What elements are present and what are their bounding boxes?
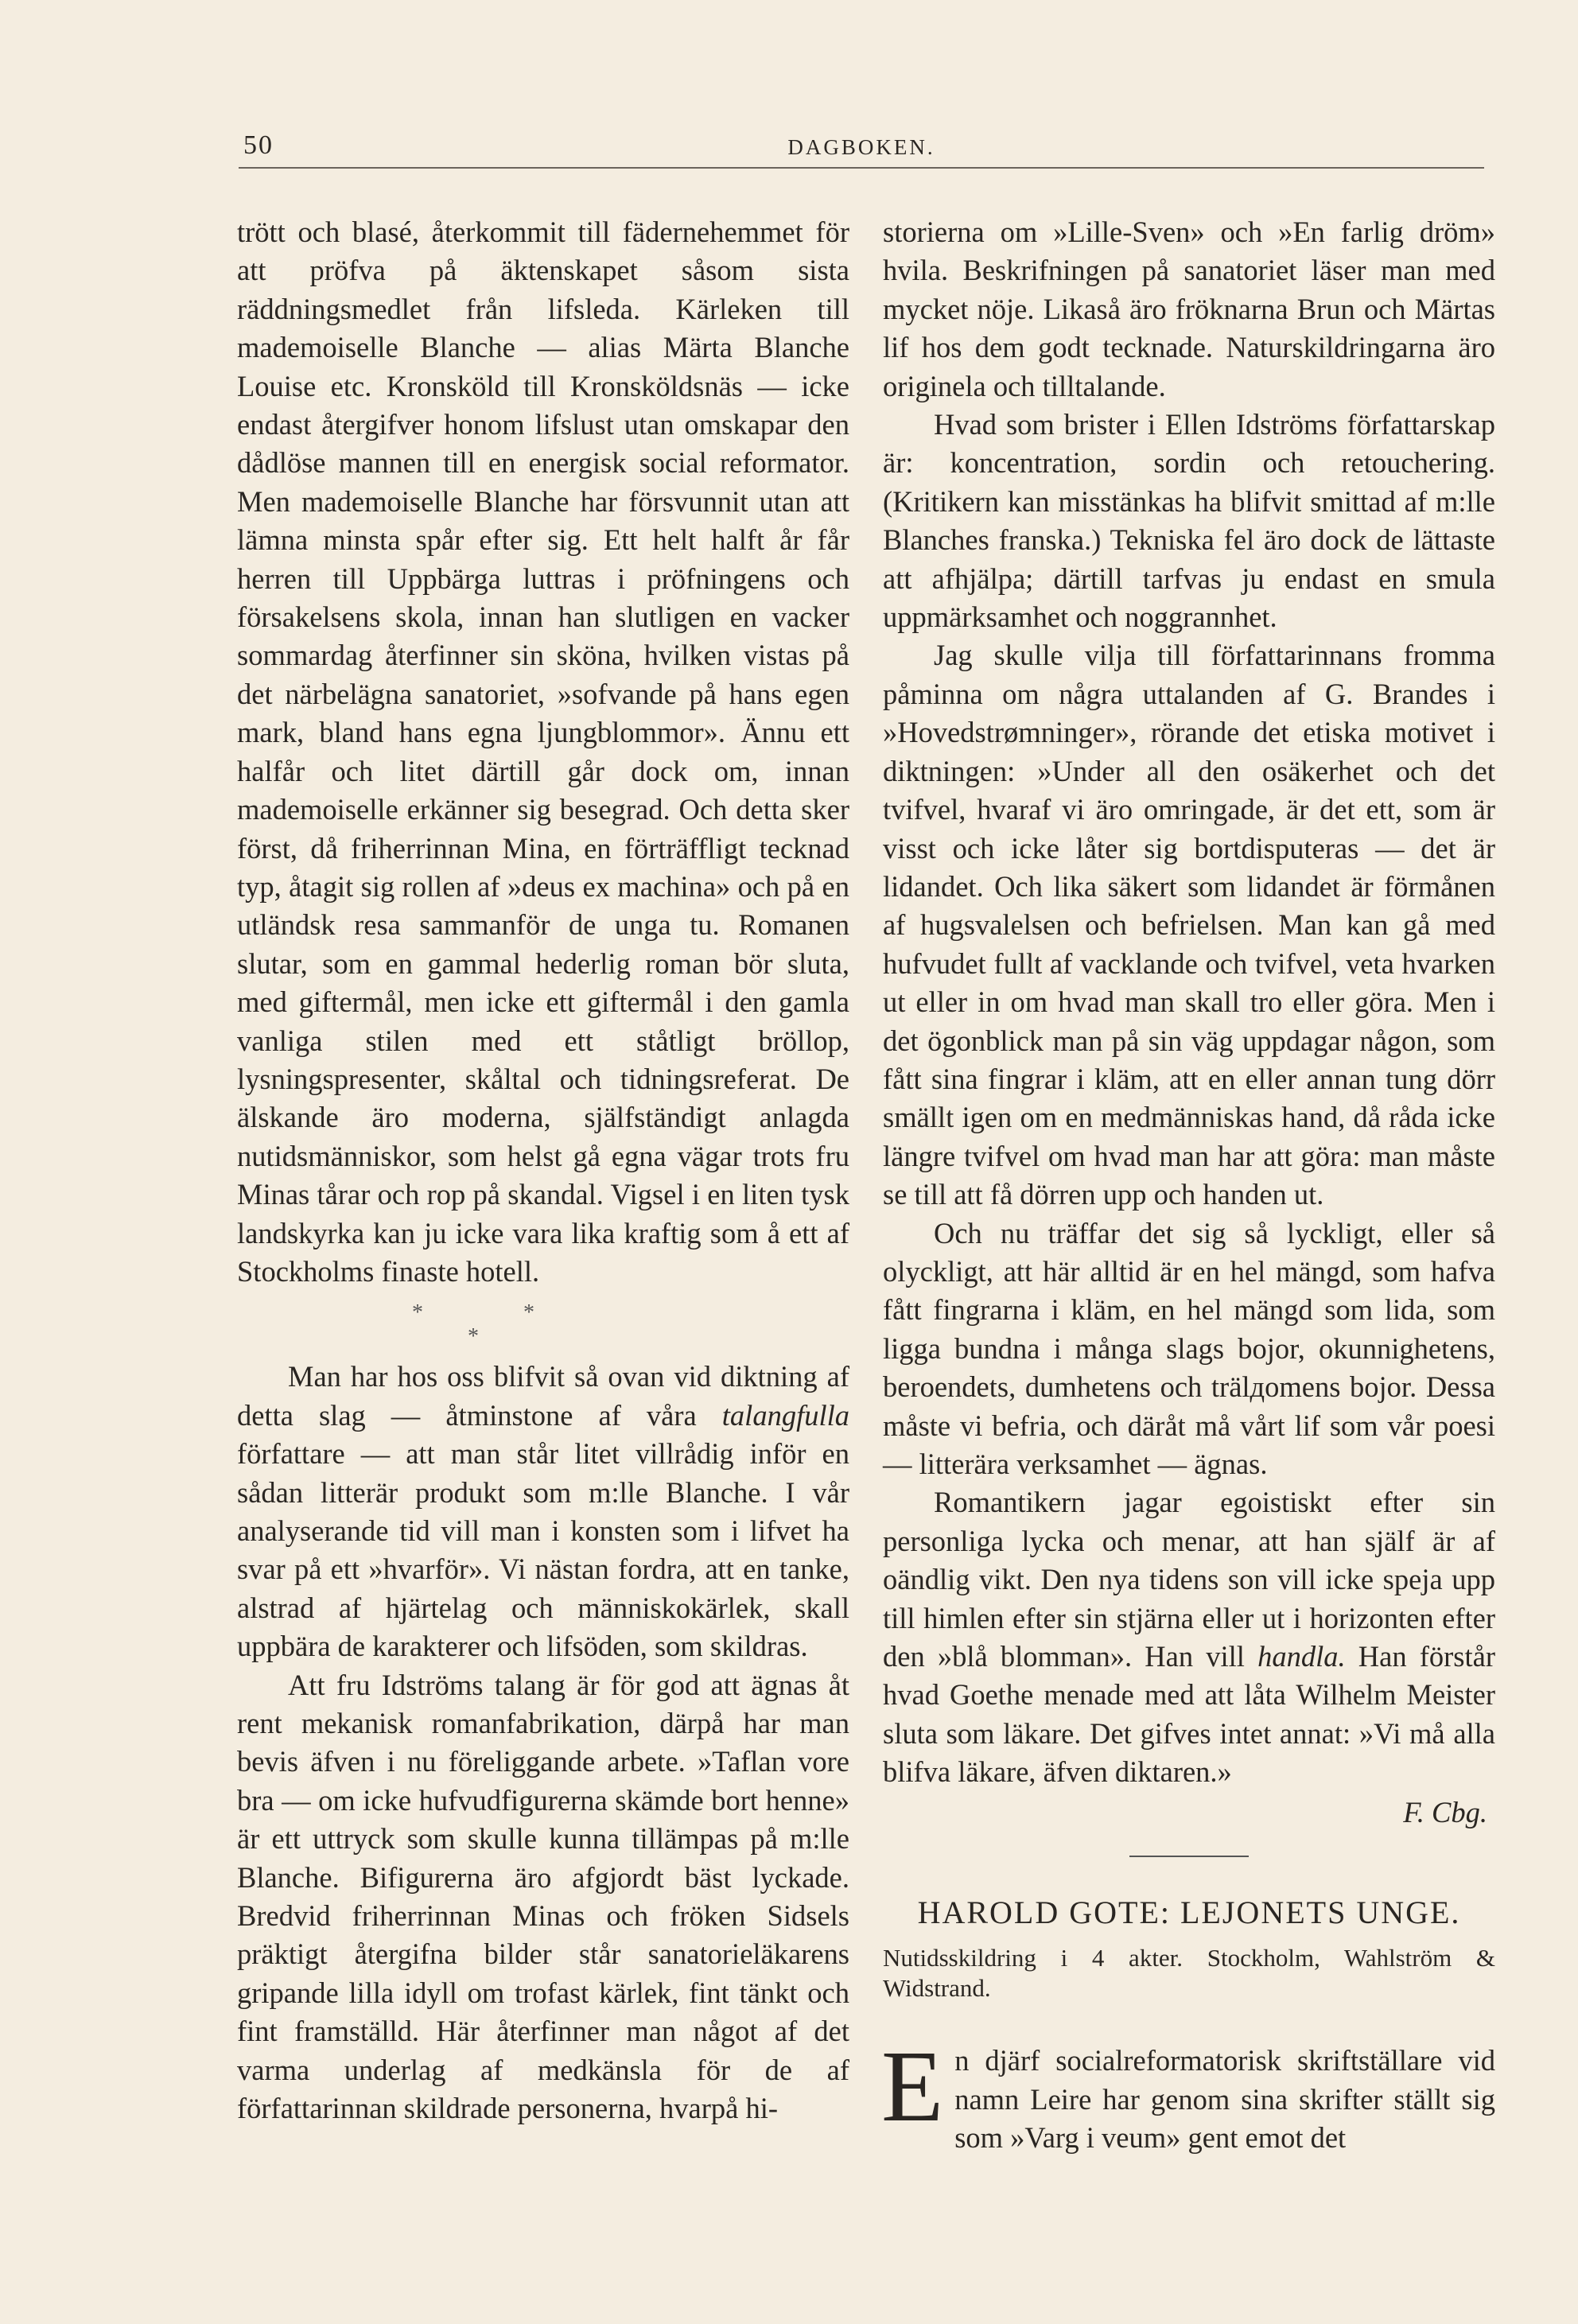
page-header <box>239 127 1484 169</box>
review-title: HAROLD GOTE: LEJONETS UNGE. <box>917 1895 1461 1931</box>
divider <box>1129 1856 1249 1857</box>
paragraph: Romantikern jagar egoistiskt efter sin personliga lycka och menar, att han själf är af oändlig vikt. Den nya tidens son vill icke speja upp till himlen efter sin stjärna eller ut i horizonten efter den »blå blomman». Han vill handla. Han förstår hvad Goethe menade med att låta Wilhelm Meister sluta som läkare. Det gifves intet annat: »Vi må alla blifva läkare, äfven diktaren.» <box>883 1486 1495 1789</box>
star-ornament: * <box>412 1300 423 1326</box>
italic-text: talangfulla <box>721 1398 849 1432</box>
drop-cap: E <box>881 2030 944 2143</box>
star-ornament: * <box>468 1324 479 1350</box>
review-subtitle: Nutidsskildring i 4 akter. Stockholm, Wahlström & Widstrand. <box>883 1944 1495 2003</box>
page-number: 50 <box>243 130 274 160</box>
paragraph: trött och blasé, återkommit till fädernehemmet för att pröfva på äktenskapet såsom sista räddningsmedlet från lifsleda. Kärleken till mademoiselle Blanche — alias Märta Blanche Louise etc. Kronsköld till Kronsköldsnäs — icke endast återgifver honom lifslust utan omskapar den dådlöse mannen till en energisk social reformator. Men mademoiselle Blanche har försvunnit utan att lämna minsta spår efter sig. Ett helt halft år får herren till Uppbärga luttras i pröfningens och försakelsens skola, innan han slutligen en vacker sommardag återfinner sin sköna, hvilken vistas på det närbelägna sanatoriet, »sofvande på hans egen mark, bland hans egna ljungblommor». Ännu ett halfår och litet därtill går dock om, innan mademoiselle erkänner sig besegrad. Och detta sker först, då friherrinnan Mina, en förträffligt tecknad typ, åtagit sig rollen af »deus ex machina» och på en utländsk resa sammanför de unga tu. Romanen slutar, som en gammal hederlig roman bör sluta, med giftermål, men icke ett giftermål i den gamla vanliga stilen med ett ståtligt bröllop, lysningspresenter, skåltal och tidningsreferat. De älskande äro moderna, själfständigt anlagda nutidsmänniskor, som helst gå egna vägar trots fru Minas tårar och rop på skandal. Vigsel i en liten tysk landskyrka kan ju icke vara lika kraftig som å ett af Stockholms finaste hotell. <box>237 216 849 1288</box>
star-ornament: * <box>523 1300 534 1326</box>
left-column <box>237 213 849 2128</box>
paragraph: Och nu träffar det sig så lyckligt, eller så olyckligt, att här alltid är en hel mängd, som hafva fått fingrarna i kläm, en hel mängd som lida, som ligga bundna i många slags bojor, okunnighetens, beroendets, dumhetens och trälдomens bojor. Dessa måste vi befria, och däråt må vårt lif som vår poesi — litterära verksamhet — ägnas. <box>883 1216 1495 1480</box>
paragraph: Man har hos oss blifvit så ovan vid diktning af detta slag — åtminstone af våra talangfulla författare — att man står litet villrådig inför en sådan litterär produkt som m:lle Blanche. I vår analyserande tid vill man i konsten som i lifvet ha svar på ett »hvarför». Vi nästan fordra, att en tanke, alstrad af hjärtelag och människokärlek, skall uppbära de karakterer och lifsöden, som skildras. <box>237 1360 849 1663</box>
paragraph: storierna om »Lille-Sven» och »En farlig dröm» hvila. Beskrifningen på sanatoriet läser man med mycket nöje. Likaså äro fröknarna Brun och Märtas lif hos dem godt tecknade. Naturskildringarna äro originela och tilltalande. <box>883 216 1495 402</box>
section-break-stars <box>237 1292 849 1353</box>
signature: F. Cbg. <box>1403 1795 1487 1828</box>
paragraph: En djärf socialreformatorisk skriftställare vid namn Leire har genom sina skrifter ställt sig som »Varg i veum» gent emot det <box>881 2030 1495 2155</box>
running-title: DAGBOKEN. <box>787 135 935 159</box>
paragraph: Jag skulle vilja till författarinnans fromma påminna om några uttalanden af G. Brandes i »Hovedstrømninger», rörande det etiska motivet i diktningen: »Under all den osäkerhet och det tvifvel, hvaraf vi äro omringade, är det ett, som är visst och icke låter sig bortdisputeras — det är lidandet. Och lika säkert som lidandet är förmånen af hugsvalelsen och befrielsen. Man kan gå med hufvudet fullt af vacklande och tvifvel, veta hvarken ut eller in om hvad man skall tro eller göra. Men i det ögonblick man på sin väg uppdagar någon, som fått sina fingrar i kläm, att en eller annan tung dörr smällt igen om en medmänniskas hand, då råda icke längre tvifvel om hvad man har att göra: man måste se till att få dörren upp och handen ut. <box>883 639 1495 1211</box>
paragraph: Att fru Idströms talang är för god att ägnas åt rent mekanisk romanfabrikation, därpå har man bevis äfven i nu föreliggande arbete. »Taflan vore bra — om icke hufvudfigurerna skämde bort henne» är ett uttryck som skulle kunna tillämpas på m:lle Blanche. Bifigurerna äro afgjordt bäst lyckade. Bredvid friherrinnan Minas och fröken Sidsels präktigt återgifna bilder står sanatorieläkarens gripande lilla idyll om trofast kärlek, fint tänkt och fint framställd. Här återfinner man något af det varma underlag af medkänsla för de af författarinnan skildrade personerna, hvarpå hi- <box>237 1668 849 2125</box>
italic-text: handla. <box>1257 1640 1346 1673</box>
paragraph: Hvad som brister i Ellen Idströms författarskap är: koncentration, sordin och retouchering. (Kritikern kan misstänkas ha blifvit smittad af m:lle Blanches franska.) Tekniska fel äro dock de lättaste att afhjälpa; därtill tarfvas ju endast en smula uppmärksamhet och noggrannhet. <box>883 408 1495 634</box>
right-column <box>883 213 1495 2158</box>
